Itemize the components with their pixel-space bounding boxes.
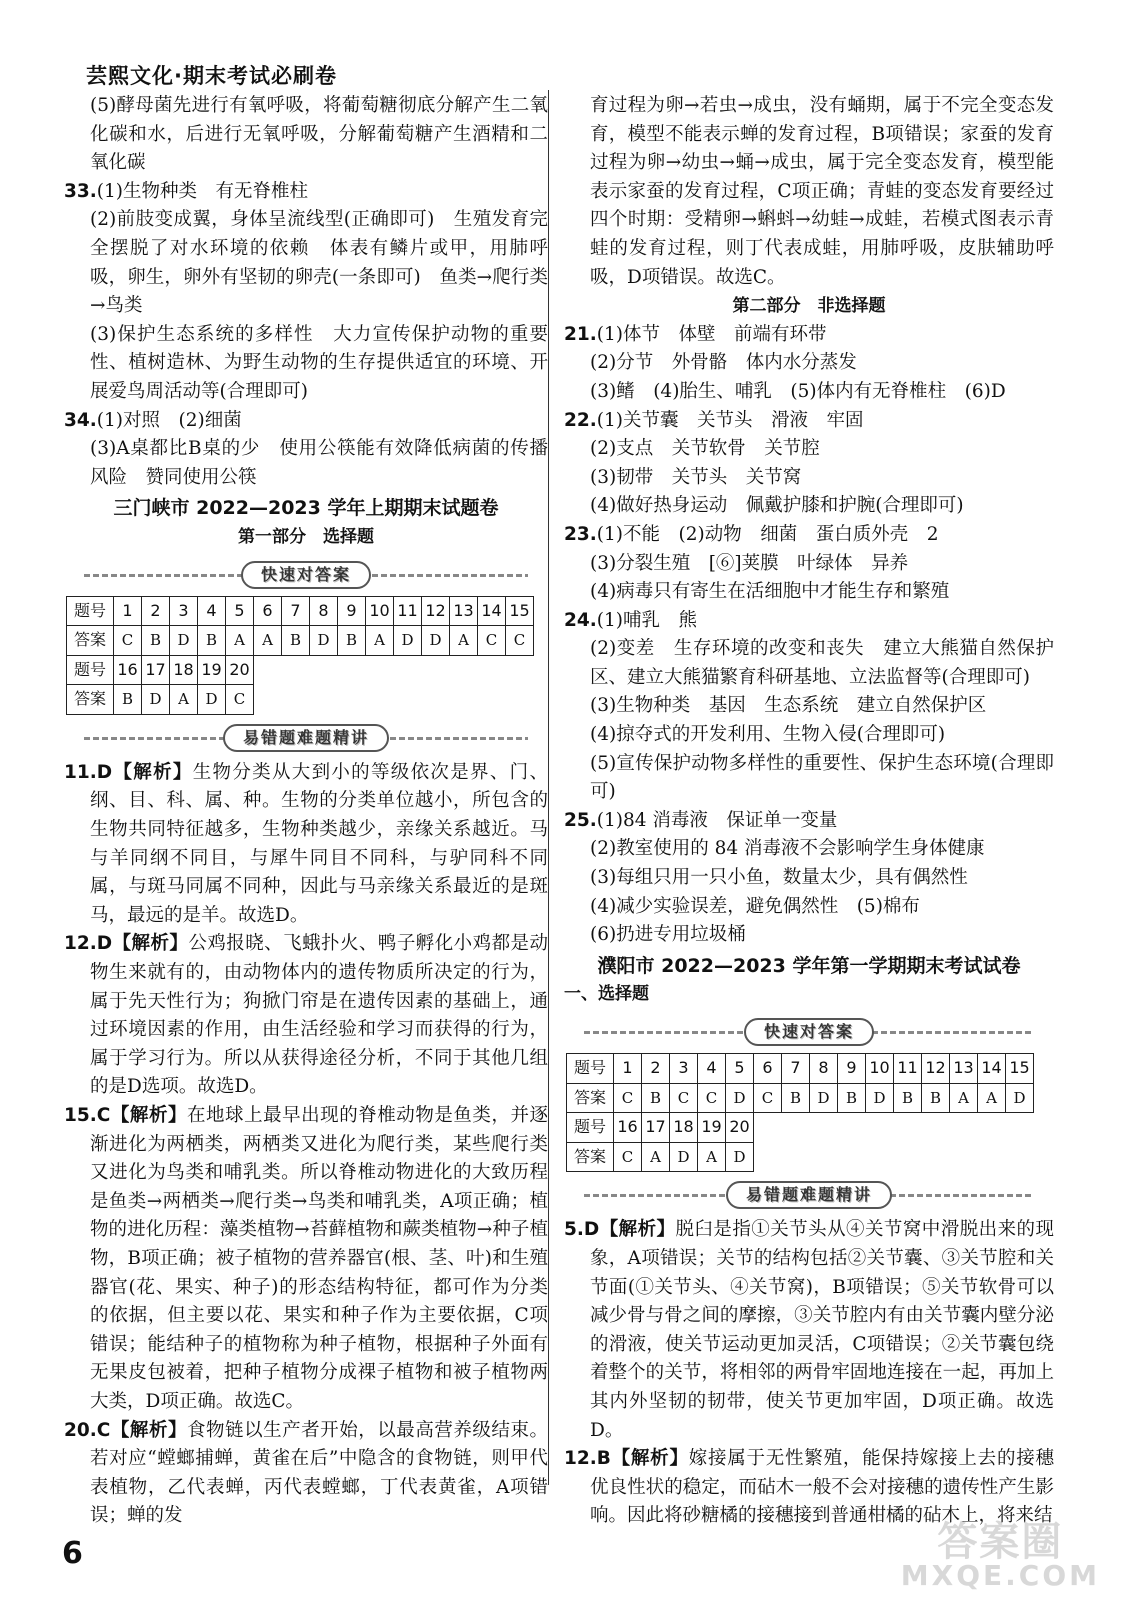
answer-24-1 (564, 607, 1054, 636)
cell: D (866, 1083, 894, 1113)
question-number: 20. (64, 1419, 97, 1441)
cell: D (170, 626, 198, 656)
cell: 16 (614, 1113, 642, 1143)
cell: 11 (894, 1054, 922, 1084)
question-number: 21. (564, 323, 597, 345)
cell: 10 (866, 1054, 894, 1084)
answer-25-1 (564, 807, 1054, 836)
answer-22-1 (564, 407, 1054, 436)
cell: C (754, 1083, 782, 1113)
analysis-tag: 【解析】 (599, 1219, 676, 1241)
cell: A (698, 1142, 726, 1172)
cell: 13 (950, 1054, 978, 1084)
cell: 5 (226, 596, 254, 626)
answer-text: (1)84 消毒液 保证单一变量 (596, 809, 838, 831)
table-row (567, 1113, 1034, 1143)
explanation-text: 嫁接属于无性繁殖，能保持嫁接上去的接穗优良性状的稳定，而砧木一般不会对接穗的遗传性产生影响。因此将砂糖橘的接穗接到普通柑橘的砧木上，将来结 (590, 1448, 1054, 1527)
cell: 19 (698, 1113, 726, 1143)
part-title: 第一部分 选择题 (238, 526, 374, 547)
cell: A (226, 626, 254, 656)
cell: 8 (310, 596, 338, 626)
cell: D (726, 1083, 754, 1113)
table-row (567, 1142, 1034, 1172)
answer-25-2: (2)教室使用的 84 消毒液不会影响学生身体健康 (590, 838, 985, 860)
analysis-tag: 【解析】 (110, 1419, 187, 1441)
cell: B (838, 1083, 866, 1113)
explanation-text: 脱臼是指①关节头从④关节窝中滑脱出来的现象，A项错误；关节的结构包括②关节囊、③关节腔和关节面(①关节头、④关节窝)，B项错误；⑤关节软骨可以减少骨与骨之间的摩擦，③关节腔内有由关节囊内壁分泌的滑液，使关节运动更加灵活，C项错误；②关节囊包绕着整个的关节，将相邻的两骨牢固地连接在一起，再加上其内外坚韧的韧带，使关节更加牢固，D项正确。故选D。 (590, 1219, 1054, 1441)
cell: C (614, 1083, 642, 1113)
column-divider (548, 90, 549, 1485)
cell: C (614, 1142, 642, 1172)
exam-title: 濮阳市 2022—2023 学年第一学期期末考试试卷 (597, 954, 1021, 977)
cell: C (226, 685, 254, 715)
banner-label: 易错题难题精讲 (726, 1181, 892, 1209)
row-label: 答案 (567, 1083, 614, 1113)
cell: 15 (506, 596, 534, 626)
answer-34-2: (3)A桌都比B桌的少 使用公筷能有效降低病菌的传播风险 赞同使用公筷 (90, 438, 548, 488)
answer-text: (1)对照 (2)细菌 (96, 409, 242, 431)
cell: B (114, 685, 142, 715)
cell: 6 (254, 596, 282, 626)
cell: 16 (114, 655, 142, 685)
banner-label: 易错题难题精讲 (223, 724, 389, 752)
cell: 13 (450, 596, 478, 626)
error-analysis-banner (64, 723, 548, 753)
cell: 15 (1006, 1054, 1034, 1084)
answer-letter: D (583, 1219, 600, 1241)
answer-text: (1)生物种类 有无脊椎柱 (96, 180, 308, 202)
cell: A (978, 1083, 1006, 1113)
answer-22-4: (4)做好热身运动 佩戴护膝和护腕(合理即可) (590, 495, 964, 517)
quick-answer-banner (64, 560, 548, 590)
page-number: 6 (62, 1536, 83, 1571)
cell: 7 (282, 596, 310, 626)
answer-33-2: (2)前肢变成翼，身体呈流线型(正确即可) 生殖发育完全摆脱了对水环境的依赖 体表有鳞片或甲，用肺呼吸，卵生，卵外有坚韧的卵壳(一条即可) 鱼类→爬行类→鸟类 (90, 209, 548, 317)
cell: 20 (226, 655, 254, 685)
cell: B (338, 626, 366, 656)
cell: 18 (170, 655, 198, 685)
cell: 9 (338, 596, 366, 626)
answer-33-1 (64, 178, 548, 207)
cell: A (642, 1142, 670, 1172)
question-number: 22. (564, 409, 597, 431)
explanation-text: 生物分类从大到小的等级依次是界、门、纲、目、科、属、种。生物的分类单位越小，所包含的生物共同特征越多，生物种类越少，亲缘关系越近。马与羊同纲不同目，与犀牛同目不同科，与驴同科不同属，与斑马同属不同种，因此与马亲缘关系最近的是斑马，最远的是羊。故选D。 (90, 761, 548, 926)
cell: 1 (114, 596, 142, 626)
cell: 4 (698, 1054, 726, 1084)
analysis-tag: 【解析】 (112, 933, 189, 955)
question-number: 34. (64, 409, 97, 431)
quick-answer-banner (564, 1017, 1054, 1047)
answer-23-1 (564, 521, 1054, 550)
cell: C (698, 1083, 726, 1113)
answer-23-3: (4)病毒只有寄生在活细胞中才能生存和繁殖 (590, 581, 950, 603)
cell: B (198, 626, 226, 656)
cell: 4 (198, 596, 226, 626)
banner-label: 快速对答案 (241, 561, 371, 589)
cell: 3 (170, 596, 198, 626)
analysis-tag: 【解析】 (110, 1105, 187, 1126)
question-number: 15. (64, 1105, 97, 1126)
answer-24-5: (5)宣传保护动物多样性的重要性、保护生态环境(合理即可) (590, 752, 1054, 803)
table-row (67, 655, 534, 685)
cell: B (782, 1083, 810, 1113)
cell: 18 (670, 1113, 698, 1143)
question-number: 11. (64, 761, 97, 783)
empty-cell (254, 655, 534, 685)
row-label: 答案 (67, 685, 114, 715)
cell: C (506, 626, 534, 656)
cell: 8 (810, 1054, 838, 1084)
explanation-11 (64, 759, 548, 931)
error-analysis-banner (564, 1180, 1054, 1210)
row-label: 题号 (567, 1113, 614, 1143)
empty-cell (754, 1142, 1034, 1172)
answer-text: (1)哺乳 熊 (596, 609, 697, 631)
cell: D (310, 626, 338, 656)
cell: 6 (754, 1054, 782, 1084)
explanation-5 (564, 1216, 1054, 1445)
answer-text: (1)体节 体壁 前端有环带 (596, 323, 827, 345)
cell: A (254, 626, 282, 656)
answer-22-3: (3)韧带 关节头 关节窝 (590, 466, 802, 488)
cell: B (282, 626, 310, 656)
cell: B (922, 1083, 950, 1113)
cell: A (170, 685, 198, 715)
exam-title: 三门峡市 2022—2023 学年上期期末试题卷 (113, 497, 499, 520)
cell: B (894, 1083, 922, 1113)
answer-text: (1)不能 (2)动物 细菌 蛋白质外壳 2 (596, 523, 939, 545)
cell: 14 (978, 1054, 1006, 1084)
answer-letter: C (96, 1105, 111, 1126)
table-row (67, 596, 534, 626)
part-title: 第二部分 非选择题 (732, 296, 886, 317)
answer-text: (1)关节囊 关节头 滑液 牢固 (596, 409, 864, 431)
explanation-12 (64, 930, 548, 1102)
cell: B (642, 1083, 670, 1113)
empty-cell (754, 1113, 1034, 1143)
explanation-text: 食物链以生产者开始，以最高营养级结束。若对应“螳螂捕蝉，黄雀在后”中隐含的食物链，则甲代表植物，乙代表蝉，丙代表螳螂，丁代表黄雀，A项错误；蝉的发 (90, 1419, 548, 1527)
explanation-20-continued: 育过程为卵→若虫→成虫，没有蛹期，属于不完全变态发育，模型不能表示蝉的发育过程，B项错误；家蚕的发育过程为卵→幼虫→蛹→成虫，属于完全变态发育，模型能表示家蚕的发育过程，C项正确；青蛙的变态发育要经过四个时期：受精卵→蝌蚪→幼蛙→成蛙，若模式图表示青蛙的发育过程，则丁代表成蛙，用肺呼吸，皮肤辅助呼吸，D项错误。故选C。 (590, 95, 1054, 288)
cell: D (1006, 1083, 1034, 1113)
row-label: 题号 (67, 596, 114, 626)
cell: 11 (394, 596, 422, 626)
answer-table (566, 1053, 1034, 1172)
answer-letter: B (596, 1448, 611, 1470)
cell: 17 (642, 1113, 670, 1143)
cell: 12 (422, 596, 450, 626)
answer-23-2: (3)分裂生殖 [⑥]荚膜 叶绿体 异养 (590, 552, 909, 574)
analysis-tag: 【解析】 (112, 761, 193, 783)
empty-cell (254, 685, 534, 715)
right-column (564, 92, 1054, 1531)
answer-24-3: (3)生物种类 基因 生态系统 建立自然保护区 (590, 695, 987, 717)
cell: C (114, 626, 142, 656)
answer-25-4: (4)减少实验误差，避免偶然性 (5)棉布 (590, 895, 920, 917)
answer-24-4: (4)掠夺式的开发利用、生物入侵(合理即可) (590, 724, 946, 746)
question-number: 23. (564, 523, 597, 545)
cell: A (366, 626, 394, 656)
row-label: 题号 (67, 655, 114, 685)
cell: D (810, 1083, 838, 1113)
question-number: 12. (564, 1448, 597, 1470)
cell: 9 (838, 1054, 866, 1084)
cell: D (142, 685, 170, 715)
explanation-text: 在地球上最早出现的脊椎动物是鱼类，并逐渐进化为两栖类，两栖类又进化为爬行类，某些爬行类又进化为鸟类和哺乳类。所以脊椎动物进化的大致历程是鱼类→两栖类→爬行类→鸟类和哺乳类，A项正确；植物的进化历程：藻类植物→苔藓植物和蕨类植物→种子植物，B项正确；被子植物的营养器官(根、茎、叶)和生殖器官(花、果实、种子)的形态结构特征，都可作为分类的依据，但主要以花、果实和种子作为主要依据，C项错误；能结种子的植物称为种子植物，根据种子外面有无果皮包被着，把种子植物分成裸子植物和被子植物两大类，D项正确。故选C。 (90, 1105, 548, 1412)
answer-letter: D (96, 933, 113, 955)
cell: C (670, 1083, 698, 1113)
cell: 12 (922, 1054, 950, 1084)
table-row (67, 685, 534, 715)
question-number: 12. (64, 933, 97, 955)
table-row (567, 1054, 1034, 1084)
banner-label: 快速对答案 (744, 1018, 874, 1046)
page-header: 芸熙文化·期末考试必刷卷 (86, 64, 337, 88)
cell: D (422, 626, 450, 656)
answer-letter: C (96, 1419, 111, 1441)
answer-21-3: (3)鳍 (4)胎生、哺乳 (5)体内有无脊椎柱 (6)D (590, 380, 1006, 402)
question-number: 25. (564, 809, 597, 831)
answer-21-1 (564, 321, 1054, 350)
cell: 2 (142, 596, 170, 626)
cell: 10 (366, 596, 394, 626)
answer-25-3: (3)每组只用一只小鱼，数量太少，具有偶然性 (590, 867, 968, 889)
cell: A (950, 1083, 978, 1113)
watermark-url: MXQE.COM (900, 1559, 1100, 1592)
cell: 14 (478, 596, 506, 626)
question-number: 5. (564, 1219, 584, 1241)
answer-21-2: (2)分节 外骨骼 体内水分蒸发 (590, 352, 857, 374)
watermark-text: 答案圈 (937, 1519, 1064, 1565)
answer-24-2: (2)变差 生存环境的改变和丧失 建立大熊猫自然保护区、建立大熊猫繁育科研基地、立法监督等(合理即可) (590, 638, 1054, 688)
row-label: 答案 (67, 626, 114, 656)
answer-table (66, 596, 534, 715)
answer-32-5: (5)酵母菌先进行有氧呼吸，将葡萄糖彻底分解产生二氧化碳和水，后进行无氧呼吸，分解葡萄糖产生酒精和二氧化碳 (90, 95, 548, 174)
cell: B (142, 626, 170, 656)
cell: A (450, 626, 478, 656)
cell: D (670, 1142, 698, 1172)
cell: 5 (726, 1054, 754, 1084)
table-row (67, 626, 534, 656)
left-column (64, 92, 548, 1531)
cell: D (198, 685, 226, 715)
row-label: 答案 (567, 1142, 614, 1172)
cell: 20 (726, 1113, 754, 1143)
analysis-tag: 【解析】 (610, 1448, 689, 1470)
question-number: 24. (564, 609, 597, 631)
table-row (567, 1083, 1034, 1113)
answer-25-5: (6)扔进专用垃圾桶 (590, 924, 746, 946)
watermark-logo (900, 1519, 1100, 1593)
explanation-text: 公鸡报晓、飞蛾扑火、鸭子孵化小鸡都是动物生来就有的，由动物体内的遗传物质所决定的行为，属于先天性行为；狗掀门帘是在遗传因素的基础上，通过环境因素的作用，由生活经验和学习而获得的行为，属于学习行为。所以从获得途径分析，不同于其他几组的是D选项。故选D。 (90, 933, 548, 1098)
answer-22-2: (2)支点 关节软骨 关节腔 (590, 438, 820, 460)
cell: 2 (642, 1054, 670, 1084)
explanation-15 (64, 1102, 548, 1417)
answer-34-1 (64, 407, 548, 436)
explanation-20 (64, 1417, 548, 1531)
cell: 1 (614, 1054, 642, 1084)
cell: 17 (142, 655, 170, 685)
question-number: 33. (64, 180, 97, 202)
cell: 3 (670, 1054, 698, 1084)
section-title: 一、选择题 (564, 984, 649, 1005)
cell: 19 (198, 655, 226, 685)
cell: D (726, 1142, 754, 1172)
cell: 7 (782, 1054, 810, 1084)
answer-letter: D (96, 761, 113, 783)
row-label: 题号 (567, 1054, 614, 1084)
cell: C (478, 626, 506, 656)
cell: D (394, 626, 422, 656)
answer-33-3: (3)保护生态系统的多样性 大力宣传保护动物的重要性、植树造林、为野生动物的生存提供适宜的环境、开展爱鸟周活动等(合理即可) (90, 323, 548, 402)
